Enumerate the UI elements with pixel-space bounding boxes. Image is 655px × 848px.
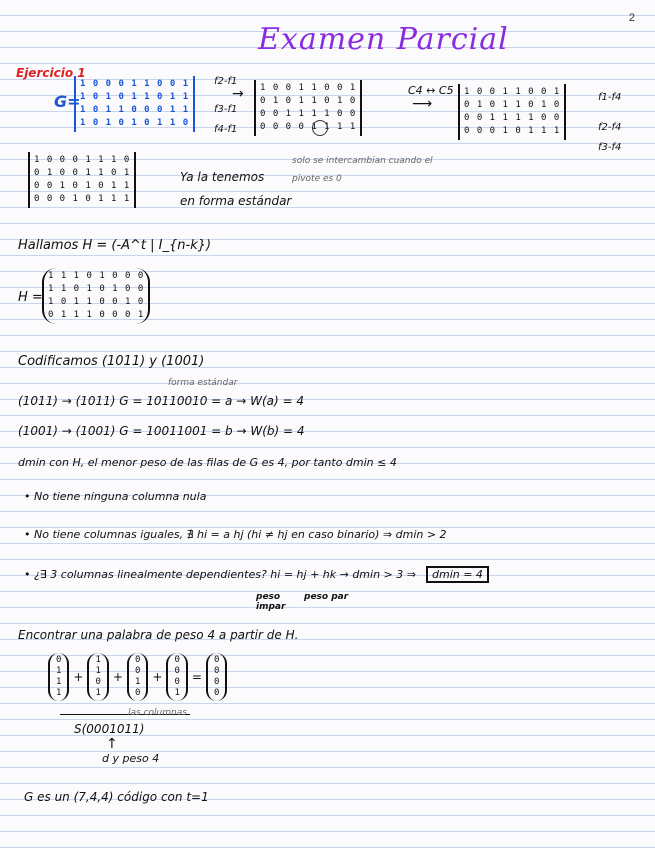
std-row-1: 1 0 0 0 1 1 1 0 [34,155,131,165]
std-form-line1: Ya la tenemos [180,170,265,184]
vector-2 [87,653,108,701]
h-row-1: 1 1 1 0 1 0 0 0 [48,271,145,281]
vector-3 [127,653,148,701]
dmin-box: dmin = 4 [426,566,489,583]
vector-4 [166,653,187,701]
las-columnas-note: las columnas [128,708,187,718]
vr-r1: 0 [213,655,220,665]
h-label: H = [18,290,43,305]
peso-par: peso par [304,592,349,602]
op-plus-2: + [112,670,123,684]
arrow-2: ⟶ [412,96,433,112]
g-label: G= [54,92,81,111]
up-arrow-icon: ↑ [106,736,118,752]
line-b: (1001) → (1001) G = 10011001 = b → W(b) = 4 [18,424,305,438]
op3-3: f3-f4 [598,142,622,153]
h-row-3: 1 0 1 1 0 0 1 0 [48,297,145,307]
v3-r2: 0 [134,666,141,676]
op-2: f3-f1 [214,104,238,115]
g-row-4: 1 0 1 0 1 0 1 1 0 [80,118,190,128]
exercise-label: Ejercicio 1 [16,66,86,80]
d-peso-label: d y peso 4 [102,752,160,765]
matrix-std [28,152,136,208]
bullet-3: • ¿∃ 3 columnas linealmente dependientes? hi = hj + hk → dmin > 3 ⇒ [24,568,416,581]
vector-1 [48,653,69,701]
v4-r4: 1 [174,688,180,698]
m2-row-4: 0 0 0 0 1 1 1 1 [260,122,357,132]
std-form-line2: en forma estándar [180,194,292,208]
m2-row-3: 0 0 1 1 1 1 0 0 [260,109,357,119]
g-matrix [74,76,195,132]
codificamos-line: Codificamos (1011) y (1001) [18,354,205,369]
op-plus-3: + [152,670,163,684]
bullet-1: • No tiene ninguna columna nula [24,490,207,503]
m3-row-2: 0 1 0 1 1 0 1 0 [464,100,561,110]
m2-row-2: 0 1 0 1 1 0 1 0 [260,96,357,106]
m3-row-3: 0 0 1 1 1 1 0 0 [464,113,561,123]
v3-r1: 0 [134,655,141,665]
hallamos-line: Hallamos H = (-A^t | I_{n-k}) [18,238,212,253]
encontrar-line: Encontrar una palabra de peso 4 a partir de H. [18,628,299,642]
v4-r3: 0 [174,677,180,687]
forma-estandar-note: forma estándar [168,378,238,388]
op-1: f2-f1 [214,76,238,87]
op3-1: f1-f4 [598,92,622,103]
m3-row-4: 0 0 0 1 0 1 1 1 [464,126,561,136]
swap-label: C4 ↔ C5 [408,84,454,97]
m2-row-1: 1 0 0 1 1 0 0 1 [260,83,357,93]
op3-2: f2-f4 [598,122,622,133]
v3-r3: 1 [134,677,141,687]
g-final-line: G es un (7,4,4) código con t=1 [24,790,209,804]
h-row-2: 1 1 0 1 0 1 0 0 [48,284,145,294]
bullet-2: • No tiene columnas iguales, ∄ hi = a hj (hi ≠ hj en caso binario) ⇒ dmin > 2 [24,528,447,541]
v1-r2: 1 [56,666,62,676]
matrix-2 [254,80,362,136]
vr-r2: 0 [213,666,220,676]
pivot-circle [312,120,328,136]
v2-r1: 1 [95,655,101,665]
vr-r4: 0 [213,688,220,698]
v4-r1: 0 [174,655,180,665]
vector-sum [44,653,231,701]
line-a: (1011) → (1011) G = 10110010 = a → W(a) = 4 [18,394,304,408]
v2-r2: 1 [95,666,101,676]
h-row-4: 0 1 1 1 0 0 0 1 [48,310,145,320]
v2-r4: 1 [95,688,101,698]
page-title: Examen Parcial [258,22,509,57]
dmin-line: dmin con H, el menor peso de las filas de G es 4, por tanto dmin ≤ 4 [18,456,397,469]
std-row-3: 0 0 1 0 1 0 1 1 [34,181,131,191]
v1-r3: 1 [56,677,62,687]
s-label: S(0001011) [74,722,145,736]
v1-r4: 1 [56,688,62,698]
v4-r2: 0 [174,666,180,676]
vr-r3: 0 [213,677,220,687]
page-number: 2 [628,12,635,24]
op-3: f4-f1 [214,124,238,135]
std-row-2: 0 1 0 0 1 1 0 1 [34,168,131,178]
v2-r3: 0 [95,677,101,687]
matrix-3 [458,84,566,140]
peso-impar: peso impar [256,592,286,612]
op-plus-1: + [73,670,84,684]
g-row-1: 1 0 0 0 1 1 0 0 1 [80,79,190,89]
std-row-4: 0 0 0 1 0 1 1 1 [34,194,131,204]
v3-r4: 0 [134,688,141,698]
g-row-3: 1 0 1 1 0 0 0 1 1 [80,105,190,115]
m3-row-1: 1 0 0 1 1 0 0 1 [464,87,561,97]
v1-r1: 0 [56,655,62,665]
arrow-1: → [232,86,244,102]
h-matrix [42,268,150,324]
vector-result [206,653,227,701]
note-swap: solo se intercambian cuando el pivote es 0 [292,156,433,184]
op-equals: = [191,670,202,684]
g-row-2: 1 0 1 0 1 1 0 1 1 [80,92,190,102]
